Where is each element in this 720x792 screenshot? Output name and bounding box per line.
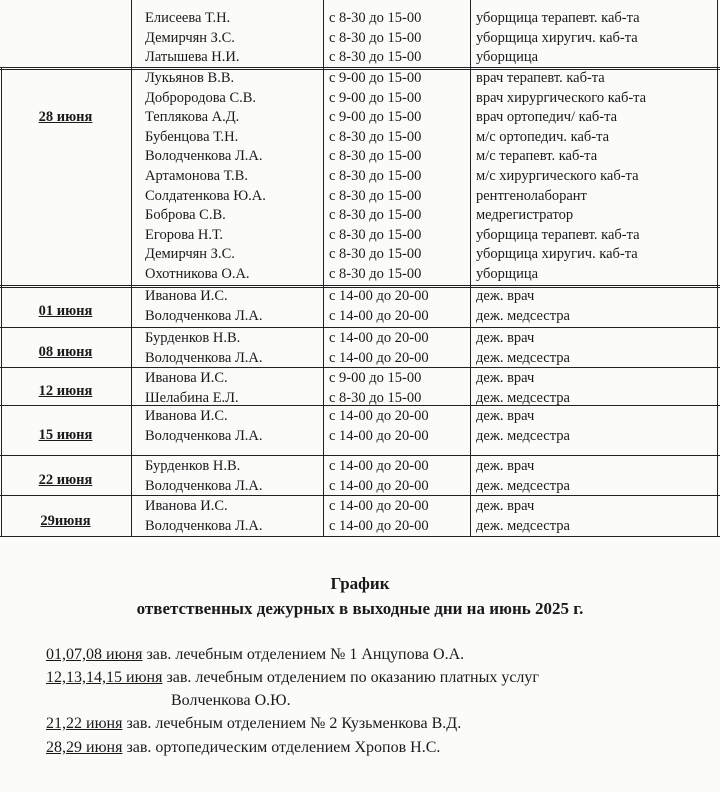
cell-time: с 9-00 до 15-00 [329, 70, 422, 86]
duty-dates: 28,29 июня [46, 739, 123, 756]
table-row-rule [0, 327, 720, 328]
cell-time: с 9-00 до 15-00 [329, 370, 422, 386]
date-label: 01 июня [38, 303, 93, 319]
cell-name: Лукьянов В.В. [145, 70, 235, 86]
cell-role: деж. медсестра [476, 427, 570, 444]
cell-time: с 14-00 до 20-00 [329, 517, 429, 534]
duty-dates: 21,22 июня [46, 715, 123, 732]
duty-text: зав. лечебным отделением № 1 Анцупова О.А. [142, 646, 465, 663]
cell-name: Латышева Н.И. [145, 49, 240, 66]
cell-time: с 14-00 до 20-00 [329, 408, 429, 424]
date-label: 12 июня [38, 383, 93, 399]
cell-time: с 8-30 до 15-00 [329, 148, 422, 165]
cell-name: Доброродова С.В. [145, 89, 257, 106]
cell-name: Солдатенкова Ю.А. [145, 187, 266, 204]
cell-time: с 14-00 до 20-00 [329, 330, 429, 346]
cell-time: с 14-00 до 20-00 [329, 427, 429, 444]
cell-role: деж. медсестра [476, 307, 570, 324]
cell-name: Володченкова Л.А. [145, 307, 263, 324]
cell-name: Иванова И.С. [145, 498, 228, 514]
cell-name: Володченкова Л.А. [145, 148, 263, 165]
cell-role: уборщица терапевт. каб-та [476, 226, 640, 243]
duty-entry [46, 737, 440, 759]
cell-time: с 8-30 до 15-00 [329, 226, 422, 243]
cell-name: Иванова И.С. [145, 288, 228, 304]
cell-role: деж. медсестра [476, 389, 570, 406]
cell-role: уборщица терапевт. каб-та [476, 10, 640, 26]
cell-role: деж. врач [476, 288, 535, 304]
duty-text: зав. лечебным отделением № 2 Кузьменкова В.Д. [122, 715, 462, 732]
cell-role: м/с терапевт. каб-та [476, 148, 598, 165]
cell-role: деж. врач [476, 330, 535, 346]
schedule-subtitle: ответственных дежурных в выходные дни на июнь 2025 г. [136, 599, 584, 618]
cell-name: Боброва С.В. [145, 207, 226, 224]
cell-time: с 8-30 до 15-00 [329, 187, 422, 204]
cell-name: Иванова И.С. [145, 370, 228, 386]
cell-name: Володченкова Л.А. [145, 477, 263, 494]
cell-name: Володченкова Л.А. [145, 349, 263, 366]
cell-time: с 8-30 до 15-00 [329, 168, 422, 184]
cell-role: деж. медсестра [476, 349, 570, 366]
date-label: 28 июня [38, 109, 93, 125]
duty-text: зав. лечебным отделением по оказанию платных услуг [162, 669, 539, 686]
cell-name: Бурденков Н.В. [145, 330, 241, 346]
cell-time: с 9-00 до 15-00 [329, 109, 422, 126]
cell-time: с 14-00 до 20-00 [329, 288, 429, 304]
cell-role: деж. медсестра [476, 477, 570, 494]
cell-name: Демирчян З.С. [145, 29, 235, 46]
cell-role: деж. врач [476, 370, 535, 386]
cell-name: Егорова Н.Т. [145, 226, 224, 243]
cell-name: Теплякова А.Д. [145, 109, 240, 126]
duty-entry [46, 713, 461, 735]
duty-entry [46, 667, 539, 689]
date-label: 15 июня [38, 427, 93, 443]
cell-role: деж. врач [476, 458, 535, 474]
duty-dates: 01,07,08 июня [46, 646, 143, 663]
cell-role: деж. врач [476, 498, 535, 514]
cell-time: с 8-30 до 15-00 [329, 49, 422, 66]
cell-time: с 8-30 до 15-00 [329, 10, 422, 26]
duty-dates: 12,13,14,15 июня [46, 669, 163, 686]
cell-role: деж. медсестра [476, 517, 570, 534]
cell-role: рентгенолаборант [476, 187, 587, 204]
cell-name: Охотникова О.А. [145, 266, 250, 282]
cell-role: врач ортопедич/ каб-та [476, 109, 618, 126]
cell-role: врач терапевт. каб-та [476, 70, 605, 86]
cell-name: Иванова И.С. [145, 408, 228, 424]
cell-role: врач хирургического каб-та [476, 89, 647, 106]
cell-role: м/с ортопедич. каб-та [476, 128, 610, 145]
duty-text: зав. ортопедическим отделением Хропов Н.С. [122, 739, 441, 756]
duty-entry-continuation: Волченкова О.Ю. [171, 692, 291, 709]
cell-role: медрегистратор [476, 207, 574, 224]
cell-time: с 9-00 до 15-00 [329, 89, 422, 106]
cell-name: Бубенцова Т.Н. [145, 128, 239, 145]
table-row-rule [0, 285, 720, 286]
cell-name: Володченкова Л.А. [145, 517, 263, 534]
cell-name: Володченкова Л.А. [145, 427, 263, 444]
cell-time: с 8-30 до 15-00 [329, 29, 422, 46]
cell-role: уборщица хиругич. каб-та [476, 29, 638, 46]
duty-entry [46, 644, 464, 666]
cell-time: с 14-00 до 20-00 [329, 458, 429, 474]
table-row-rule [0, 455, 720, 456]
cell-name: Елисеева Т.Н. [145, 10, 231, 26]
cell-role: уборщица [476, 49, 539, 66]
cell-name: Демирчян З.С. [145, 246, 235, 263]
cell-role: уборщица хиругич. каб-та [476, 246, 638, 263]
date-label: 29июня [40, 512, 91, 529]
cell-name: Бурденков Н.В. [145, 458, 241, 474]
schedule-title: График [330, 574, 390, 593]
cell-role: м/с хирургического каб-та [476, 168, 639, 184]
cell-role: уборщица [476, 266, 539, 282]
cell-time: с 14-00 до 20-00 [329, 477, 429, 494]
date-label: 22 июня [38, 472, 93, 488]
cell-time: с 14-00 до 20-00 [329, 307, 429, 324]
date-label: 08 июня [38, 344, 93, 360]
cell-time: с 8-30 до 15-00 [329, 266, 422, 282]
cell-name: Артамонова Т.В. [145, 168, 248, 184]
cell-time: с 8-30 до 15-00 [329, 207, 422, 224]
cell-time: с 8-30 до 15-00 [329, 246, 422, 263]
cell-time: с 14-00 до 20-00 [329, 498, 429, 514]
cell-role: деж. врач [476, 408, 535, 424]
cell-time: с 8-30 до 15-00 [329, 389, 422, 406]
cell-time: с 14-00 до 20-00 [329, 349, 429, 366]
cell-name: Шелабина Е.Л. [145, 389, 239, 406]
cell-time: с 8-30 до 15-00 [329, 128, 422, 145]
